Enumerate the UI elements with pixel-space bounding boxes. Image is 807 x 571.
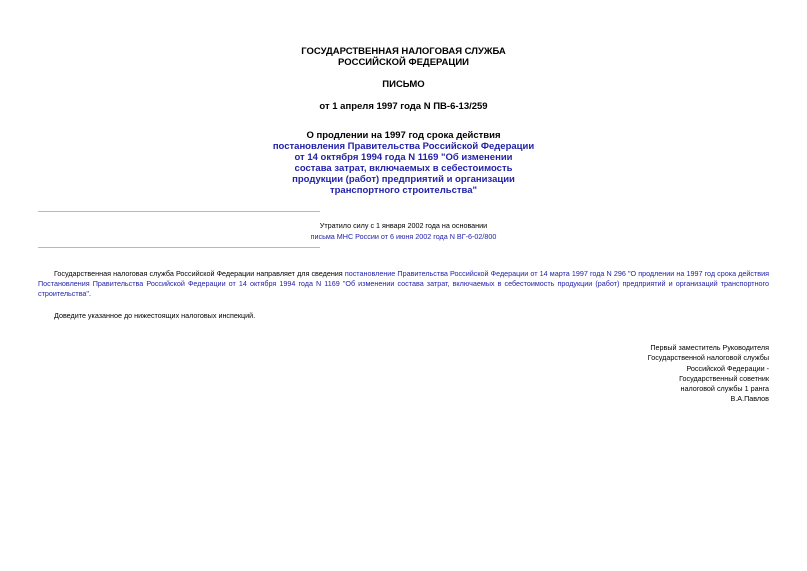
signature-block — [648, 343, 769, 405]
paragraph-1-text: Государственная налоговая служба Российской Федерации направляет для сведения — [54, 269, 345, 278]
title-link-line-5[interactable]: транспортного строительства" — [329, 185, 478, 196]
signature-line-1: Первый заместитель Руководителя — [650, 343, 769, 352]
title-link-line-3[interactable]: состава затрат, включаемых в себестоимость — [294, 163, 513, 174]
expiry-link[interactable]: письма МНС России от 6 июня 2002 года N ВГ-6-02/800 — [310, 232, 497, 241]
divider-top — [38, 211, 320, 212]
agency-name-line-1: ГОСУДАРСТВЕННАЯ НАЛОГОВАЯ СЛУЖБА — [301, 46, 506, 57]
signature-line-4: Государственный советник — [679, 373, 769, 383]
document-date-number: от 1 апреля 1997 года N ПВ-6-13/259 — [319, 101, 488, 112]
title-line-1: О продлении на 1997 год срока действия — [306, 130, 501, 141]
paragraph-1-link[interactable]: постановление Правительства Российской Федерации от 14 марта 1997 года N 296 "О продлении на 1997 год срока действия Постановления Правительства Российской Федерации от 14 октября 1994 года N 1169 "Об изменении состава затрат, включаемых в себестоимость продукции (работ) предприятий и организаций транспортного строительства" — [38, 269, 769, 298]
expiry-note: Утратило силу с 1 января 2002 года на основании — [319, 221, 488, 230]
title-link-line-4[interactable]: продукции (работ) предприятий и организации — [292, 174, 515, 185]
document-type: ПИСЬМО — [382, 79, 425, 90]
signature-line-5: налоговой службы 1 ранга — [680, 384, 769, 394]
paragraph-2 — [38, 311, 769, 321]
signatory-name: В.А.Павлов — [730, 394, 769, 404]
divider-bottom — [38, 247, 320, 248]
paragraph-2-text: Доведите указанное до нижестоящих налоговых инспекций. — [54, 311, 256, 320]
agency-name — [0, 46, 807, 68]
paragraph-1 — [38, 269, 769, 299]
agency-name-line-2: РОССИЙСКОЙ ФЕДЕРАЦИИ — [337, 57, 469, 68]
signature-line-2: Государственной налоговой службы — [647, 353, 769, 363]
signature-line-3: Российской Федерации - — [686, 363, 769, 373]
paragraph-1-end: . — [88, 289, 91, 298]
title-link-line-1[interactable]: постановления Правительства Российской Федерации — [272, 141, 535, 152]
title-link-line-2[interactable]: от 14 октября 1994 года N 1169 "Об изменении — [294, 152, 513, 163]
document-title — [0, 130, 807, 196]
